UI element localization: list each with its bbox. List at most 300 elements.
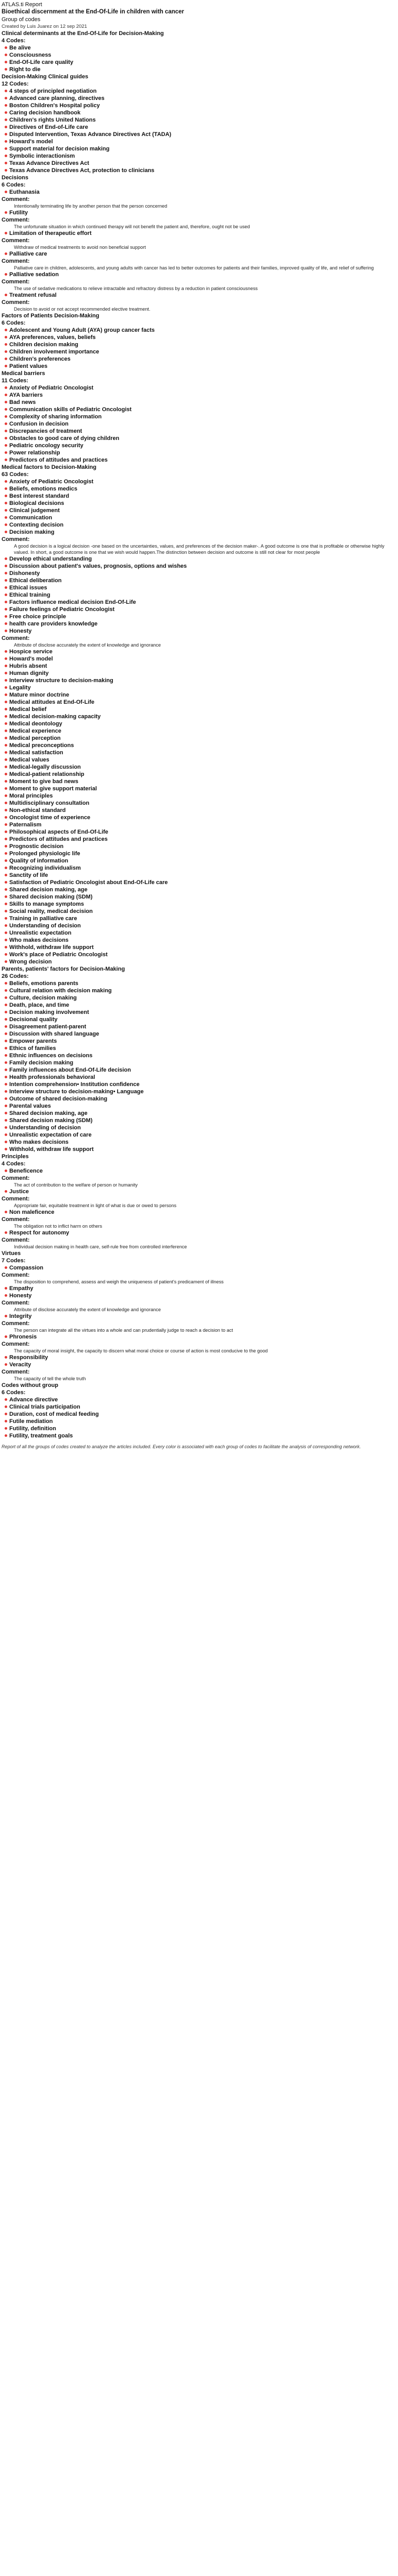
- code-color-dot-icon: [5, 831, 7, 833]
- code-color-dot-icon: [5, 191, 7, 193]
- code-item: [2, 857, 393, 865]
- code-label: Honesty: [9, 1293, 32, 1299]
- code-label: 4 steps of principled negotiation: [9, 88, 97, 94]
- code-item: [2, 384, 393, 392]
- code-item: [2, 785, 393, 792]
- code-item: [2, 1209, 393, 1216]
- code-label: Right to die: [9, 66, 41, 73]
- code-color-dot-icon: [5, 1047, 7, 1049]
- code-color-dot-icon: [5, 336, 7, 338]
- code-item: [2, 485, 393, 493]
- code-label: Who makes decisions: [9, 937, 69, 943]
- code-group: [2, 1153, 393, 1250]
- code-item: [2, 102, 393, 109]
- code-group: [2, 73, 393, 174]
- code-item: [2, 1139, 393, 1146]
- comment-text: Attribute of disclose accurately the extent of knowledge and ignorance: [14, 1307, 161, 1312]
- group-count: 7 Codes:: [2, 1258, 26, 1264]
- code-group: [2, 370, 393, 464]
- code-color-dot-icon: [5, 394, 7, 396]
- code-item: [2, 514, 393, 521]
- code-item: [2, 720, 393, 727]
- code-label: Shared decision making, age: [9, 1110, 88, 1116]
- code-label: End-Of-Life care quality: [9, 59, 74, 65]
- code-item: [2, 821, 393, 828]
- code-item: [2, 735, 393, 742]
- code-item: [2, 922, 393, 929]
- group-count: 63 Codes:: [2, 471, 29, 478]
- code-item: [2, 124, 393, 131]
- code-color-dot-icon: [5, 502, 7, 504]
- code-label: Ethics of families: [9, 1045, 56, 1052]
- comment-label: Comment:: [2, 635, 30, 641]
- code-label: Sanctity of life: [9, 872, 48, 878]
- code-item: [2, 1103, 393, 1110]
- code-label: Interview structure to decision-making: [9, 677, 113, 684]
- code-item: [2, 778, 393, 785]
- code-item: [2, 865, 393, 872]
- code-item: [2, 937, 393, 944]
- code-label: Understanding of decision: [9, 923, 81, 929]
- code-item: [2, 980, 393, 987]
- code-color-dot-icon: [5, 1076, 7, 1078]
- code-label: Futile mediation: [9, 1418, 53, 1425]
- code-item: [2, 1131, 393, 1139]
- code-color-dot-icon: [5, 54, 7, 56]
- code-label: Hubris absent: [9, 663, 47, 669]
- code-color-dot-icon: [5, 859, 7, 862]
- code-label: Beliefs, emotions parents: [9, 980, 78, 987]
- code-label: Philosophical aspects of End-Of-Life: [9, 829, 108, 835]
- code-color-dot-icon: [5, 931, 7, 934]
- code-label: Medical preconceptions: [9, 742, 74, 749]
- code-color-dot-icon: [5, 773, 7, 775]
- code-item: [2, 160, 393, 167]
- group-title: Virtues: [2, 1250, 21, 1257]
- code-label: Predictors of attitudes and practices: [9, 457, 108, 463]
- code-color-dot-icon: [5, 531, 7, 533]
- comment-label: Comment:: [2, 258, 30, 264]
- code-label: Children decision making: [9, 342, 78, 348]
- code-color-dot-icon: [5, 1061, 7, 1064]
- group-title: Medical factors to Decision-Making: [2, 464, 96, 470]
- code-label: Skills to manage symptoms: [9, 901, 84, 907]
- code-item: [2, 500, 393, 507]
- code-label: Decision making: [9, 529, 55, 535]
- code-item: [2, 836, 393, 843]
- code-label: Intention comprehension• Institution confidence: [9, 1081, 140, 1088]
- code-color-dot-icon: [5, 780, 7, 783]
- code-color-dot-icon: [5, 1398, 7, 1401]
- code-item: [2, 727, 393, 735]
- code-item: [2, 663, 393, 670]
- code-label: Complexity of sharing information: [9, 414, 102, 420]
- code-color-dot-icon: [5, 1405, 7, 1408]
- code-label: Decisional quality: [9, 1016, 58, 1023]
- code-color-dot-icon: [5, 1335, 7, 1338]
- group-title: Decision-Making Clinical guides: [2, 74, 89, 80]
- code-color-dot-icon: [5, 495, 7, 497]
- code-label: Medical deontology: [9, 721, 62, 727]
- code-item: [2, 850, 393, 857]
- code-color-dot-icon: [5, 350, 7, 353]
- comment-text: The disposition to comprehend, assess and weigh the uniqueness of patient's predicament of illness: [14, 1279, 224, 1284]
- code-color-dot-icon: [5, 744, 7, 747]
- code-color-dot-icon: [5, 953, 7, 956]
- code-label: Euthanasia: [9, 189, 40, 195]
- code-item: [2, 449, 393, 456]
- code-label: Unrealistic expectation: [9, 930, 72, 936]
- code-item: [2, 1396, 393, 1403]
- code-color-dot-icon: [5, 1069, 7, 1071]
- code-color-dot-icon: [5, 329, 7, 331]
- code-color-dot-icon: [5, 939, 7, 941]
- code-item: [2, 691, 393, 699]
- code-color-dot-icon: [5, 294, 7, 296]
- code-group: [2, 30, 393, 73]
- code-color-dot-icon: [5, 1032, 7, 1035]
- code-color-dot-icon: [5, 155, 7, 157]
- code-item: [2, 915, 393, 922]
- code-color-dot-icon: [5, 1420, 7, 1422]
- code-item: [2, 88, 393, 95]
- code-label: Howard's model: [9, 139, 53, 145]
- code-label: Shared decision making, age: [9, 887, 88, 893]
- code-item: [2, 138, 393, 145]
- code-item: [2, 555, 393, 563]
- code-label: Pediatric oncology security: [9, 443, 84, 449]
- code-item: [2, 879, 393, 886]
- code-label: Contexting decision: [9, 522, 64, 528]
- code-label: Respect for autonomy: [9, 1230, 70, 1236]
- code-item: [2, 670, 393, 677]
- code-item: [2, 944, 393, 951]
- code-item: [2, 1354, 393, 1361]
- code-label: Training in palliative care: [9, 916, 77, 922]
- code-color-dot-icon: [5, 838, 7, 840]
- code-label: Anxiety of Pediatric Oncologist: [9, 479, 94, 485]
- code-item: [2, 1066, 393, 1074]
- code-label: Dishonesty: [9, 570, 40, 577]
- code-color-dot-icon: [5, 365, 7, 367]
- code-group: [2, 965, 393, 1153]
- code-label: Phronesis: [9, 1334, 37, 1340]
- code-label: Free choice principle: [9, 614, 67, 620]
- group-count: 6 Codes:: [2, 320, 26, 326]
- code-color-dot-icon: [5, 1190, 7, 1193]
- code-item: [2, 456, 393, 464]
- code-label: Duration, cost of medical feeding: [9, 1411, 99, 1417]
- code-item: [2, 577, 393, 584]
- code-item: [2, 66, 393, 73]
- code-color-dot-icon: [5, 608, 7, 611]
- code-color-dot-icon: [5, 657, 7, 660]
- code-color-dot-icon: [5, 1294, 7, 1297]
- code-group: [2, 1250, 393, 1382]
- code-color-dot-icon: [5, 1126, 7, 1129]
- code-color-dot-icon: [5, 881, 7, 884]
- code-color-dot-icon: [5, 722, 7, 725]
- code-item: [2, 893, 393, 901]
- code-item: [2, 958, 393, 965]
- code-color-dot-icon: [5, 579, 7, 582]
- code-item: [2, 1292, 393, 1299]
- code-label: Factors influence medical decision End-Of-Life: [9, 599, 136, 605]
- code-label: Ethical training: [9, 592, 51, 598]
- code-color-dot-icon: [5, 343, 7, 346]
- code-item: [2, 886, 393, 893]
- code-item: [2, 428, 393, 435]
- code-color-dot-icon: [5, 386, 7, 389]
- app-title: ATLAS.ti Report: [2, 2, 42, 8]
- code-item: [2, 1403, 393, 1411]
- code-color-dot-icon: [5, 823, 7, 826]
- report-meta: Created by Luis Juarez on 12 sep 2021: [2, 24, 87, 29]
- code-color-dot-icon: [5, 162, 7, 164]
- code-label: Justice: [9, 1189, 29, 1195]
- code-color-dot-icon: [5, 1105, 7, 1107]
- code-label: Work's place of Pediatric Oncologist: [9, 952, 108, 958]
- code-color-dot-icon: [5, 422, 7, 425]
- code-label: Develop ethical understanding: [9, 556, 92, 562]
- code-item: [2, 994, 393, 1002]
- code-label: Mature minor doctrine: [9, 692, 70, 698]
- code-label: Communication: [9, 515, 53, 521]
- code-color-dot-icon: [5, 509, 7, 512]
- code-label: Outcome of shared decision-making: [9, 1096, 108, 1102]
- code-color-dot-icon: [5, 1148, 7, 1150]
- code-item: [2, 756, 393, 764]
- comment-label: Comment:: [2, 1300, 30, 1306]
- code-color-dot-icon: [5, 910, 7, 912]
- code-item: [2, 563, 393, 570]
- code-color-dot-icon: [5, 888, 7, 891]
- code-item: [2, 355, 393, 363]
- code-label: Texas Advance Directives Act: [9, 160, 89, 166]
- code-item: [2, 1117, 393, 1124]
- code-color-dot-icon: [5, 444, 7, 447]
- code-color-dot-icon: [5, 1112, 7, 1114]
- code-item: [2, 570, 393, 577]
- code-color-dot-icon: [5, 594, 7, 596]
- code-item: [2, 648, 393, 655]
- code-item: [2, 1333, 393, 1341]
- code-color-dot-icon: [5, 459, 7, 461]
- code-color-dot-icon: [5, 232, 7, 234]
- code-color-dot-icon: [5, 982, 7, 985]
- code-color-dot-icon: [5, 622, 7, 625]
- code-label: Family influences about End-Of-Life decision: [9, 1067, 131, 1073]
- code-color-dot-icon: [5, 730, 7, 732]
- comment-label: Comment:: [2, 299, 30, 306]
- code-label: Disagreement patient-parent: [9, 1024, 87, 1030]
- code-color-dot-icon: [5, 430, 7, 432]
- code-color-dot-icon: [5, 68, 7, 71]
- code-label: Responsibility: [9, 1354, 48, 1361]
- code-item: [2, 152, 393, 160]
- code-item: [2, 109, 393, 116]
- code-color-dot-icon: [5, 615, 7, 618]
- code-label: Satisfaction of Pediatric Oncologist about End-Of-Life care: [9, 879, 168, 886]
- code-color-dot-icon: [5, 758, 7, 761]
- code-label: Empathy: [9, 1285, 34, 1292]
- code-label: Understanding of decision: [9, 1125, 81, 1131]
- code-item: [2, 1264, 393, 1272]
- code-color-dot-icon: [5, 401, 7, 403]
- code-label: AYA preferences, values, beliefs: [9, 334, 96, 341]
- code-label: Medical experience: [9, 728, 61, 734]
- comment-text: Individual decision making in health care, self-rule free from controlled interference: [14, 1244, 187, 1249]
- code-label: Disputed Intervention, Texas Advance Directives Act (TADA): [9, 131, 172, 138]
- comment-label: Comment:: [2, 279, 30, 285]
- code-item: [2, 341, 393, 348]
- code-color-dot-icon: [5, 1413, 7, 1415]
- code-item: [2, 1146, 393, 1153]
- code-label: Power relationship: [9, 450, 60, 456]
- code-color-dot-icon: [5, 211, 7, 214]
- code-label: Consciousness: [9, 52, 52, 58]
- code-item: [2, 1418, 393, 1425]
- code-label: Wrong decision: [9, 959, 52, 965]
- code-label: Bad news: [9, 399, 36, 405]
- code-item: [2, 95, 393, 102]
- code-item: [2, 1045, 393, 1052]
- code-color-dot-icon: [5, 1004, 7, 1006]
- code-color-dot-icon: [5, 924, 7, 927]
- code-label: Who makes decisions: [9, 1139, 69, 1145]
- group-count: 12 Codes:: [2, 81, 29, 87]
- code-label: Family decision making: [9, 1060, 74, 1066]
- code-label: Clinical judgement: [9, 507, 60, 514]
- comment-label: Comment:: [2, 1237, 30, 1243]
- code-group: [2, 174, 393, 312]
- code-label: Oncologist time of experience: [9, 815, 91, 821]
- code-item: [2, 987, 393, 994]
- code-item: [2, 713, 393, 720]
- code-color-dot-icon: [5, 1083, 7, 1086]
- code-label: Predictors of attitudes and practices: [9, 836, 108, 842]
- code-item: [2, 1110, 393, 1117]
- code-item: [2, 392, 393, 399]
- code-color-dot-icon: [5, 126, 7, 128]
- group-title: Parents, patients' factors for Decision-Making: [2, 966, 125, 972]
- code-color-dot-icon: [5, 273, 7, 276]
- code-label: Compassion: [9, 1265, 44, 1271]
- code-item: [2, 613, 393, 620]
- code-color-dot-icon: [5, 630, 7, 632]
- comment-label: Comment:: [2, 238, 30, 244]
- code-item: [2, 529, 393, 536]
- code-item: [2, 706, 393, 713]
- code-label: Paternalism: [9, 822, 42, 828]
- code-item: [2, 591, 393, 599]
- code-item: [2, 1002, 393, 1009]
- comment-label: Comment:: [2, 1320, 30, 1327]
- code-color-dot-icon: [5, 1141, 7, 1143]
- code-color-dot-icon: [5, 1356, 7, 1359]
- code-item: [2, 131, 393, 138]
- code-item: [2, 1425, 393, 1432]
- comment-text: The capacity of tell the whole truth: [14, 1376, 86, 1381]
- code-item: [2, 59, 393, 66]
- code-label: Caring decision handbook: [9, 110, 81, 116]
- code-color-dot-icon: [5, 1119, 7, 1122]
- code-color-dot-icon: [5, 996, 7, 999]
- code-label: Children's rights United Nations: [9, 117, 96, 123]
- code-color-dot-icon: [5, 1170, 7, 1172]
- code-color-dot-icon: [5, 1211, 7, 1213]
- code-item: [2, 521, 393, 529]
- code-label: Treatment refusal: [9, 292, 57, 298]
- comment-text: A good decision is a logical decision -one based on the uncertainties, values, and preferences of the decision maker-. A good outcome is one that is profitable or otherwise highly valued. In short, a good outcome is one that we wish would happen.The distinction between decision and outcome is still not clear for most people: [14, 544, 385, 555]
- code-item: [2, 167, 393, 174]
- code-label: Palliative care: [9, 251, 47, 257]
- code-item: [2, 677, 393, 684]
- code-item: [2, 292, 393, 299]
- code-item: [2, 1167, 393, 1175]
- code-color-dot-icon: [5, 97, 7, 99]
- code-color-dot-icon: [5, 252, 7, 255]
- code-label: Failure feelings of Pediatric Oncologist: [9, 606, 115, 613]
- code-color-dot-icon: [5, 565, 7, 567]
- code-color-dot-icon: [5, 1018, 7, 1021]
- comment-text: Appropriate fair, equitable treatment in light of what is due or owed to persons: [14, 1203, 177, 1208]
- code-label: Shared decision making (SDM): [9, 1117, 93, 1124]
- code-item: [2, 1088, 393, 1095]
- code-item: [2, 792, 393, 800]
- comment-text: The use of sedative medications to relieve intractable and refractory distress by a reduction in patient consciousness: [14, 286, 258, 291]
- code-item: [2, 828, 393, 836]
- code-color-dot-icon: [5, 1231, 7, 1234]
- code-label: Moment to give support material: [9, 786, 97, 792]
- code-color-dot-icon: [5, 1040, 7, 1042]
- code-item: [2, 699, 393, 706]
- code-item: [2, 814, 393, 821]
- code-item: [2, 348, 393, 355]
- code-label: Parental values: [9, 1103, 51, 1109]
- code-color-dot-icon: [5, 852, 7, 855]
- code-label: Ethnic influences on decisions: [9, 1053, 93, 1059]
- code-item: [2, 406, 393, 413]
- code-color-dot-icon: [5, 1363, 7, 1366]
- code-color-dot-icon: [5, 358, 7, 360]
- code-label: Advance directive: [9, 1397, 58, 1403]
- code-label: AYA barriers: [9, 392, 43, 398]
- code-item: [2, 684, 393, 691]
- code-label: Children involvement importance: [9, 349, 100, 355]
- code-label: Futility: [9, 210, 28, 216]
- code-label: Beliefs, emotions medics: [9, 486, 78, 492]
- code-color-dot-icon: [5, 118, 7, 121]
- comment-label: Comment:: [2, 536, 30, 543]
- code-item: [2, 493, 393, 500]
- code-group: [2, 312, 393, 370]
- code-item: [2, 843, 393, 850]
- code-item: [2, 1124, 393, 1131]
- code-color-dot-icon: [5, 169, 7, 172]
- code-item: [2, 1023, 393, 1030]
- code-item: [2, 435, 393, 442]
- code-item: [2, 1411, 393, 1418]
- code-label: Biological decisions: [9, 500, 64, 506]
- code-color-dot-icon: [5, 437, 7, 439]
- code-color-dot-icon: [5, 480, 7, 483]
- report-title: Bioethical discernment at the End-Of-Life in children with cancer: [2, 9, 185, 15]
- code-color-dot-icon: [5, 1097, 7, 1100]
- code-color-dot-icon: [5, 787, 7, 790]
- comment-text: The act of contribution to the welfare of person or humanity: [14, 1182, 138, 1188]
- code-label: Be alive: [9, 45, 31, 51]
